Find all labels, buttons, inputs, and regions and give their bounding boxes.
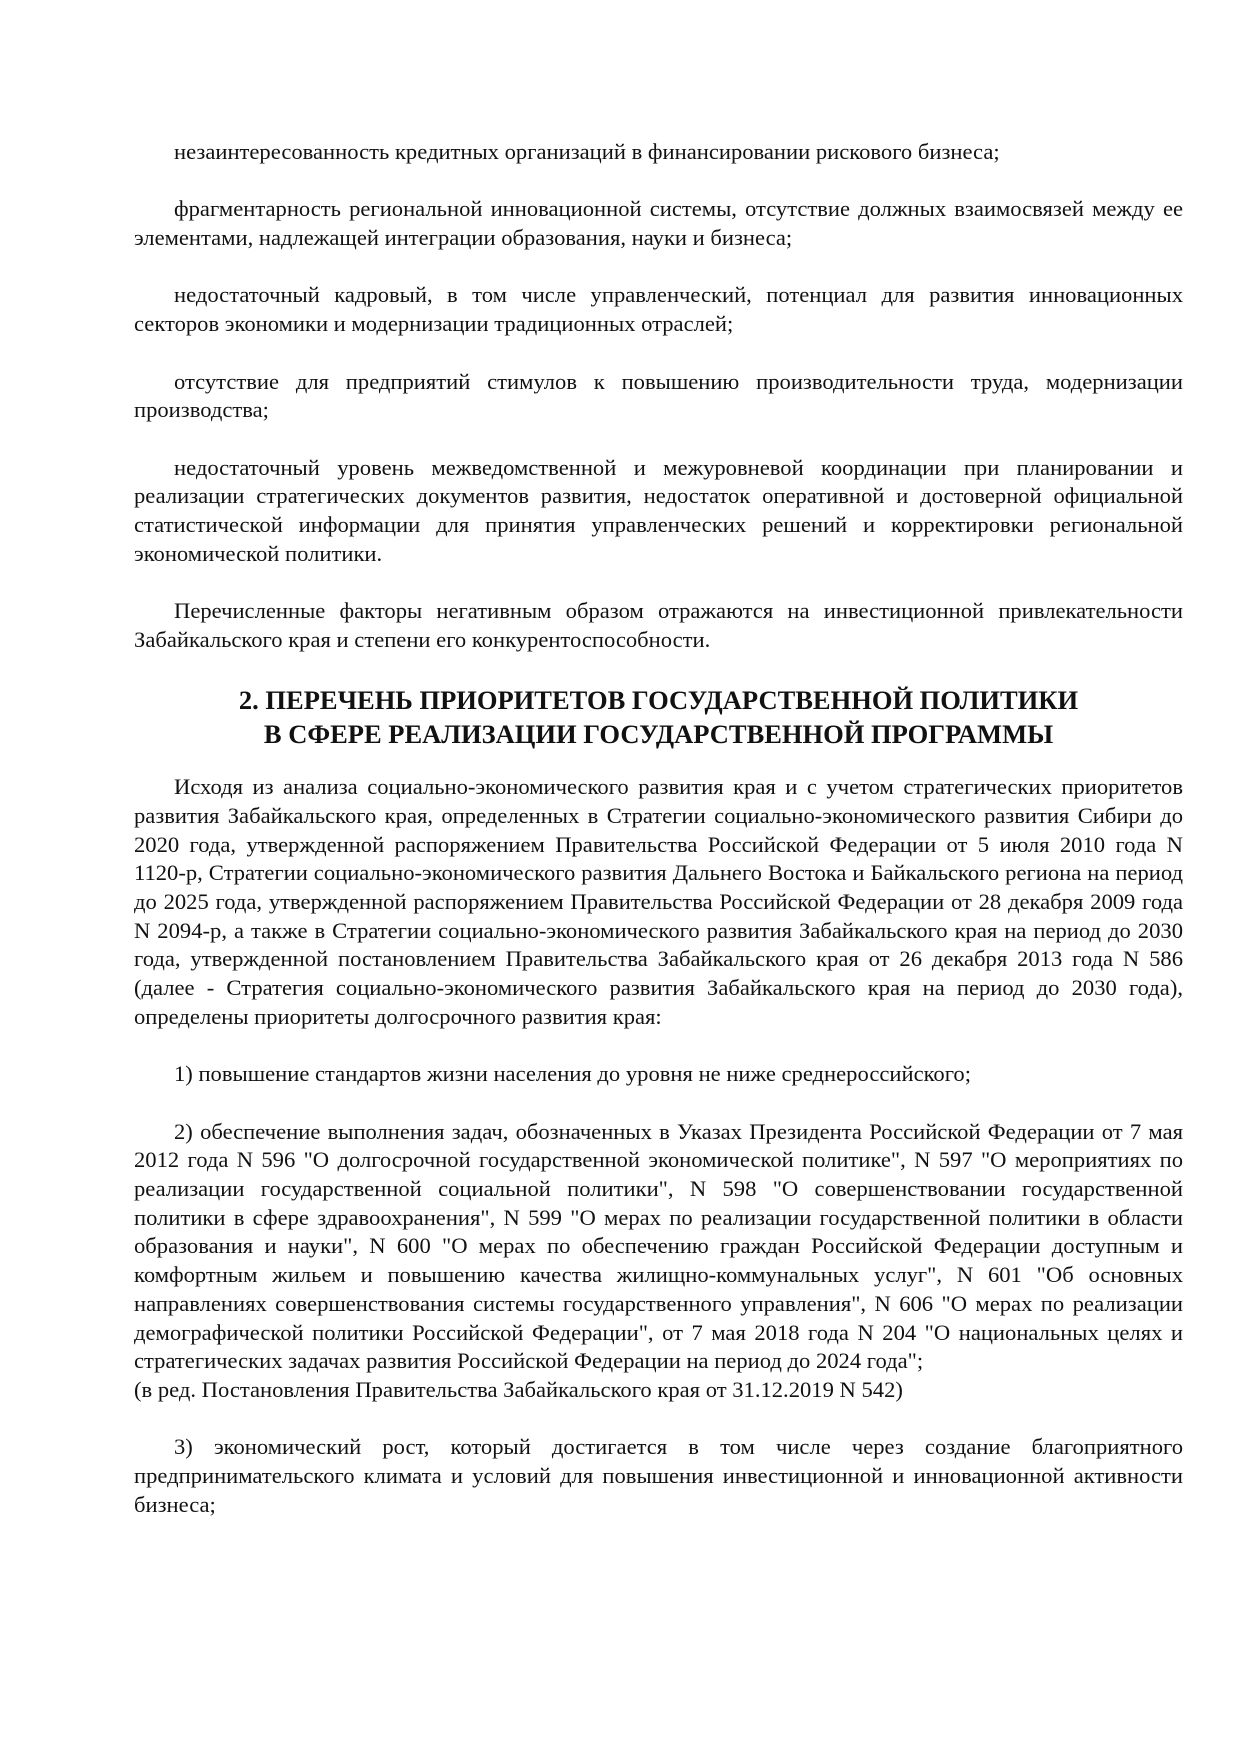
document-page	[134, 138, 1183, 1548]
section-heading-line-1: 2. ПЕРЕЧЕНЬ ПРИОРИТЕТОВ ГОСУДАРСТВЕННОЙ ПОЛИТИКИ	[238, 685, 1079, 716]
paragraph-lack-of-incentives: отсутствие для предприятий стимулов к повышению производительности труда, модернизации производства;	[134, 368, 1183, 423]
paragraph-coordination-level: недостаточный уровень межведомственной и межуровневой координации при планировании и реализации стратегических документов развития, недостаток оперативной и достоверной официальной статистической информации для принятия управленческих решений и корректировки региональной экономической политики.	[134, 454, 1183, 566]
paragraph-listed-factors: Перечисленные факторы негативным образом отражаются на инвестиционной привлекательности Забайкальского края и степени его конкурентоспособности.	[134, 598, 1183, 652]
paragraph-intro: Исходя из анализа социально-экономического развития края и с учетом стратегических приоритетов развития Забайкальского края, определенных в Стратегии социально-экономического развития Сибири до 2020 года, утвержденной распоряжением Правительства Российской Федерации от 5 июля 2010 года N 1120-р, Стратегии социально-экономического развития Дальнего Востока и Байкальского региона на период до 2025 года, утвержденной распоряжением Правительства Российской Федерации от 28 декабря 2009 года N 2094-р, а также в Стратегии социально-экономического развития Забайкальского края на период до 2030 года, утвержденной постановлением Правительства Забайкальского края от 26 декабря 2013 года N 586 (далее - Стратегия социально-экономического развития Забайкальского края на период до 2030 года), определены приоритеты долгосрочного развития края:	[134, 774, 1183, 1029]
amendment-note: (в ред. Постановления Правительства Забайкальского края от 31.12.2019 N 542)	[134, 1377, 903, 1402]
paragraph-priority-1: 1) повышение стандартов жизни населения до уровня не ниже среднероссийского;	[174, 1061, 972, 1087]
section-heading	[134, 683, 1183, 751]
paragraph-credit-organizations: незаинтересованность кредитных организаций в финансировании рискового бизнеса;	[174, 139, 1000, 164]
paragraph-priority-2: 2) обеспечение выполнения задач, обозначенных в Указах Президента Российской Федерации от 7 мая 2012 года N 596 "О долгосрочной государственной экономической политике", N 597 "О мероприятиях по реализации государственной социальной политики", N 598 "О совершенствовании государственной политики в сфере здравоохранения", N 599 "О мерах по реализации государственной политики в области образования и науки", N 600 "О мерах по обеспечению граждан Российской Федерации доступным и комфортным жильем и повышению качества жилищно-коммунальных услуг", N 601 "Об основных направлениях совершенствования системы государственного управления", N 606 "О мерах по реализации демографической политики Российской Федерации", от 7 мая 2018 года N 204 "О национальных целях и стратегических задачах развития Российской Федерации на период до 2024 года";	[134, 1118, 1183, 1374]
paragraph-personnel-potential: недостаточный кадровый, в том числе управленческий, потенциал для развития инновационных секторов экономики и модернизации традиционных отраслей;	[134, 282, 1183, 337]
paragraph-priority-3: 3) экономический рост, который достигается в том числе через создание благоприятного предпринимательского климата и условий для повышения инвестиционной и инновационной активности бизнеса;	[134, 1434, 1183, 1517]
section-heading-line-2: В СФЕРЕ РЕАЛИЗАЦИИ ГОСУДАРСТВЕННОЙ ПРОГРАММЫ	[263, 719, 1054, 750]
paragraph-fragmentation: фрагментарность региональной инновационной системы, отсутствие должных взаимосвязей между ее элементами, надлежащей интеграции образования, науки и бизнеса;	[134, 196, 1183, 251]
